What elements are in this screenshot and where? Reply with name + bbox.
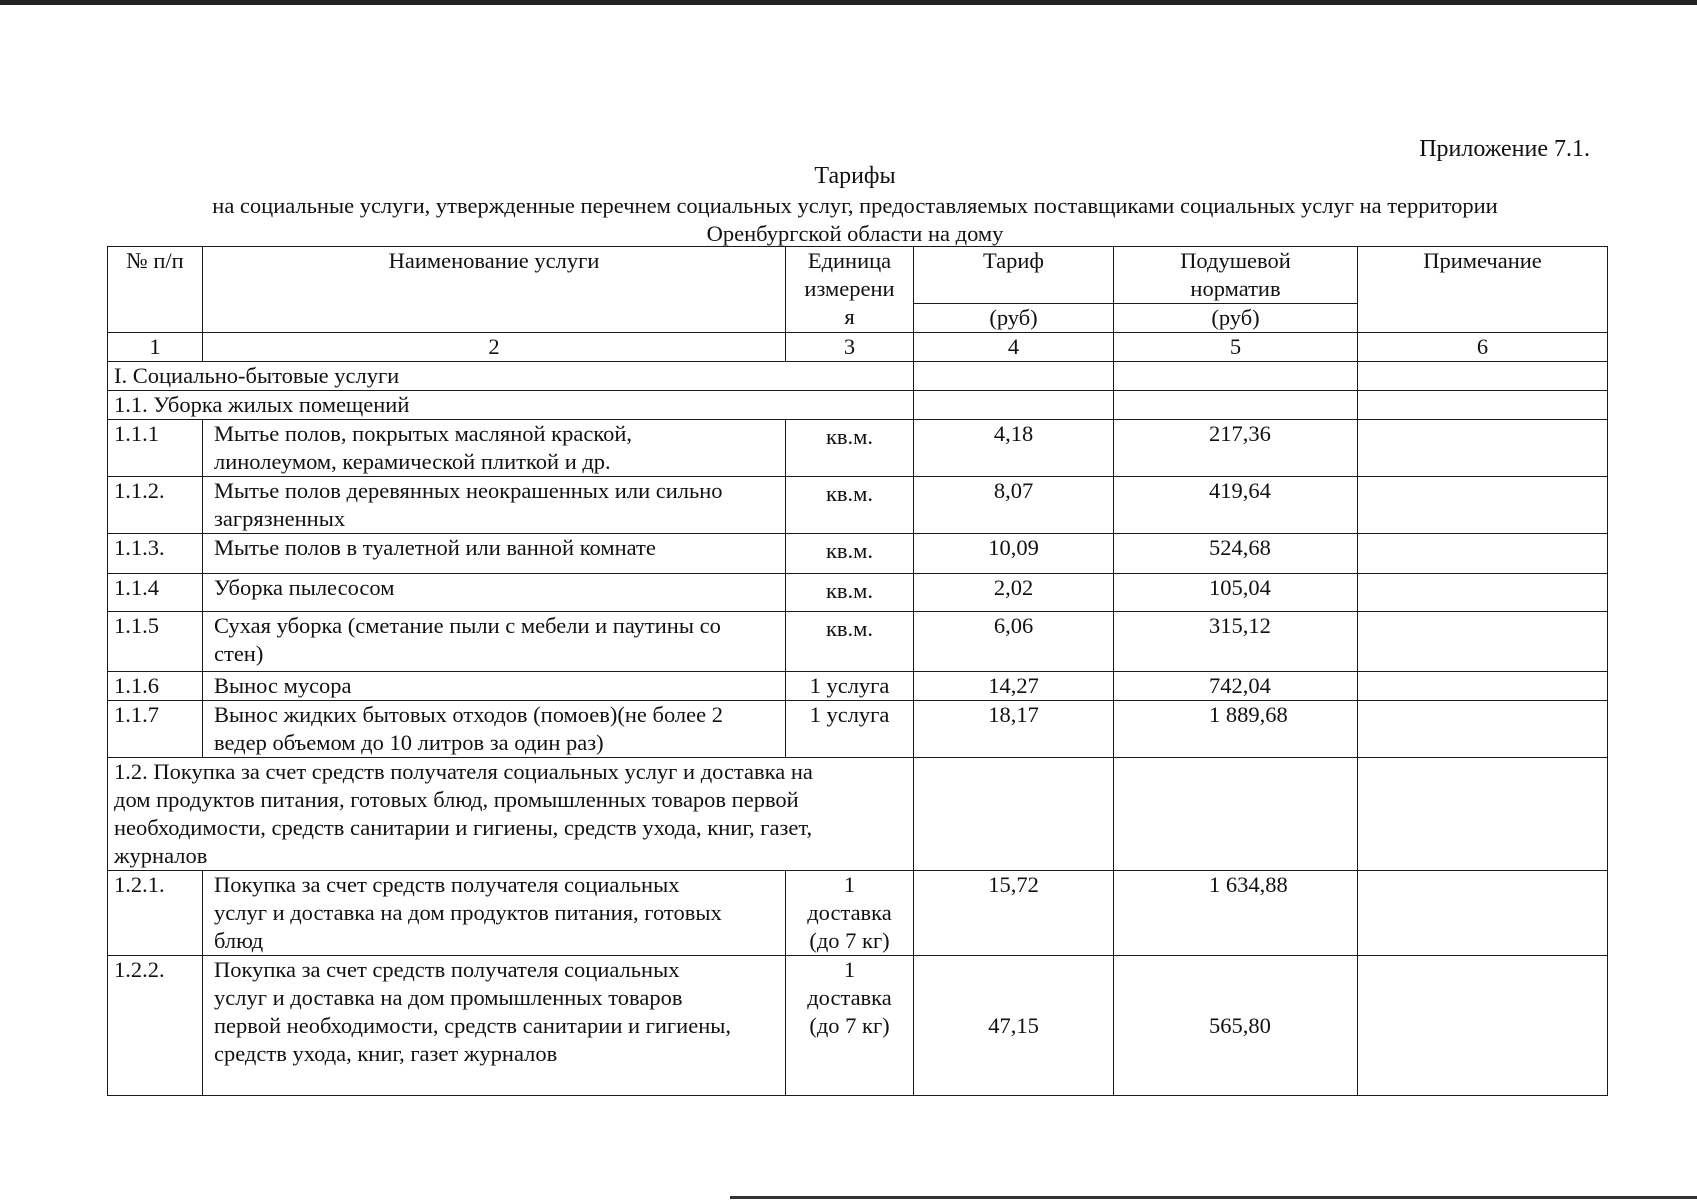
row-num: 1.1.1 <box>108 420 203 477</box>
header-tariff-unit: (руб) <box>914 304 1114 333</box>
header-row <box>108 247 1608 304</box>
header-unit-line-1: Единица <box>807 248 892 273</box>
section-row <box>108 362 1608 391</box>
row-num: 1.1.7 <box>108 701 203 758</box>
section-1-2-line: 1.2. Покупка за счет средств получателя социальных услуг и доставка на <box>114 759 813 784</box>
header-norm <box>1114 247 1358 304</box>
row-unit-line: 1 <box>843 872 856 897</box>
row-name: Мытье полов в туалетной или ванной комнате <box>203 534 786 574</box>
row-note <box>1358 420 1608 477</box>
header-unit-line-2: измерени <box>804 276 895 301</box>
column-number: 4 <box>914 333 1114 362</box>
empty-cell <box>1114 758 1358 871</box>
column-number: 1 <box>108 333 203 362</box>
row-norm: 565,80 <box>1114 956 1358 1096</box>
row-name-line: загрязненных <box>214 506 346 531</box>
table-row <box>108 612 1608 672</box>
row-num: 1.2.1. <box>108 871 203 956</box>
table-row <box>108 672 1608 701</box>
row-norm: 217,36 <box>1114 420 1358 477</box>
table-row <box>108 534 1608 574</box>
section-1-2-line: журналов <box>114 843 208 868</box>
row-note <box>1358 672 1608 701</box>
header-norm-line-2: норматив <box>1190 276 1281 301</box>
header-norm-unit: (руб) <box>1114 304 1358 333</box>
row-unit: кв.м. <box>786 612 914 672</box>
row-name <box>203 701 786 758</box>
row-tariff: 18,17 <box>914 701 1114 758</box>
section-1-2-line: необходимости, средств санитарии и гигиены, средств ухода, книг, газет, <box>114 815 813 840</box>
section-1-2-title <box>108 758 914 871</box>
table-row <box>108 477 1608 534</box>
row-unit-line: доставка <box>807 900 892 925</box>
row-unit: 1 услуга <box>786 672 914 701</box>
row-num: 1.1.3. <box>108 534 203 574</box>
row-unit-line: 1 <box>843 957 856 982</box>
row-unit: 1 услуга <box>786 701 914 758</box>
row-tariff: 10,09 <box>914 534 1114 574</box>
row-norm: 419,64 <box>1114 477 1358 534</box>
row-note <box>1358 574 1608 612</box>
row-norm: 105,04 <box>1114 574 1358 612</box>
column-number: 3 <box>786 333 914 362</box>
row-name-line: первой необходимости, средств санитарии и гигиены, <box>214 1013 731 1038</box>
row-unit-line: доставка <box>807 985 892 1010</box>
table-row <box>108 574 1608 612</box>
row-num: 1.1.2. <box>108 477 203 534</box>
row-name-line: Покупка за счет средств получателя социальных <box>214 872 680 897</box>
header-name: Наименование услуги <box>203 247 786 333</box>
row-name-line: Сухая уборка (сметание пыли с мебели и паутины со <box>214 613 721 638</box>
row-unit: кв.м. <box>786 574 914 612</box>
row-name <box>203 871 786 956</box>
row-tariff: 14,27 <box>914 672 1114 701</box>
table-row <box>108 956 1608 1096</box>
row-name <box>203 612 786 672</box>
row-unit <box>786 956 914 1096</box>
header-note: Примечание <box>1358 247 1608 333</box>
row-unit <box>786 871 914 956</box>
row-note <box>1358 534 1608 574</box>
row-norm: 1 889,68 <box>1114 701 1358 758</box>
row-norm: 1 634,88 <box>1114 871 1358 956</box>
row-num: 1.1.6 <box>108 672 203 701</box>
row-note <box>1358 956 1608 1096</box>
row-num: 1.1.4 <box>108 574 203 612</box>
row-name-line: Вынос жидких бытовых отходов (помоев)(не более 2 <box>214 702 724 727</box>
row-name-line: блюд <box>214 928 264 953</box>
row-name-line: услуг и доставка на дом продуктов питания, готовых <box>214 900 722 925</box>
row-name: Уборка пылесосом <box>203 574 786 612</box>
row-unit-line: (до 7 кг) <box>809 1013 890 1038</box>
row-name <box>203 477 786 534</box>
row-unit: кв.м. <box>786 477 914 534</box>
row-name <box>203 956 786 1096</box>
row-tariff: 47,15 <box>914 956 1114 1096</box>
row-name-line: ведер объемом до 10 литров за один раз) <box>214 730 604 755</box>
row-name-line: Покупка за счет средств получателя социальных <box>214 957 680 982</box>
table-row <box>108 420 1608 477</box>
section-row <box>108 391 1608 420</box>
header-tariff: Тариф <box>914 247 1114 304</box>
empty-cell <box>1114 391 1358 420</box>
row-name-line: услуг и доставка на дом промышленных товаров <box>214 985 683 1010</box>
section-row <box>108 758 1608 871</box>
column-number: 6 <box>1358 333 1608 362</box>
header-unit <box>786 247 914 333</box>
row-name-line: Мытье полов, покрытых масляной краской, <box>214 421 633 446</box>
empty-cell <box>1358 362 1608 391</box>
row-num: 1.1.5 <box>108 612 203 672</box>
subtitle-line-1: на социальные услуги, утвержденные перечнем социальных услуг, предоставляемых поставщиками социальных услуг на территории <box>212 193 1498 218</box>
header-unit-line-3: я <box>844 304 855 329</box>
empty-cell <box>914 362 1114 391</box>
row-tariff: 4,18 <box>914 420 1114 477</box>
row-note <box>1358 871 1608 956</box>
row-note <box>1358 612 1608 672</box>
header-num: № п/п <box>108 247 203 333</box>
scan-edge-top <box>0 0 1697 5</box>
row-tariff: 6,06 <box>914 612 1114 672</box>
section-1-2-line: дом продуктов питания, готовых блюд, промышленных товаров первой <box>114 787 799 812</box>
appendix-label: Приложение 7.1. <box>1419 136 1590 162</box>
table-row <box>108 701 1608 758</box>
column-number: 5 <box>1114 333 1358 362</box>
column-number: 2 <box>203 333 786 362</box>
tariffs-table <box>107 246 1608 1096</box>
table-row <box>108 871 1608 956</box>
page-title: Тарифы <box>814 163 896 189</box>
header-norm-line-1: Подушевой <box>1180 248 1291 273</box>
empty-cell <box>914 391 1114 420</box>
section-1-title: I. Социально-бытовые услуги <box>108 362 914 391</box>
empty-cell <box>1358 758 1608 871</box>
row-name <box>203 420 786 477</box>
scan-edge-bottom <box>730 1196 1697 1199</box>
empty-cell <box>1358 391 1608 420</box>
subtitle-line-2: Оренбургской области на дому <box>706 221 1004 246</box>
row-name-line: стен) <box>214 641 264 666</box>
row-num: 1.2.2. <box>108 956 203 1096</box>
row-name-line: Мытье полов деревянных неокрашенных или сильно <box>214 478 723 503</box>
empty-cell <box>914 758 1114 871</box>
section-1-1-title: 1.1. Уборка жилых помещений <box>108 391 914 420</box>
row-name-line: средств ухода, книг, газет журналов <box>214 1041 558 1066</box>
row-tariff: 15,72 <box>914 871 1114 956</box>
row-tariff: 8,07 <box>914 477 1114 534</box>
empty-cell <box>1114 362 1358 391</box>
row-unit: кв.м. <box>786 420 914 477</box>
row-note <box>1358 701 1608 758</box>
row-note <box>1358 477 1608 534</box>
page-subtitle <box>120 192 1590 248</box>
row-norm: 524,68 <box>1114 534 1358 574</box>
row-unit: кв.м. <box>786 534 914 574</box>
row-name-line: линолеумом, керамической плиткой и др. <box>214 449 611 474</box>
row-norm: 742,04 <box>1114 672 1358 701</box>
row-tariff: 2,02 <box>914 574 1114 612</box>
row-name: Вынос мусора <box>203 672 786 701</box>
column-numbers-row <box>108 333 1608 362</box>
row-unit-line: (до 7 кг) <box>809 928 890 953</box>
row-norm: 315,12 <box>1114 612 1358 672</box>
